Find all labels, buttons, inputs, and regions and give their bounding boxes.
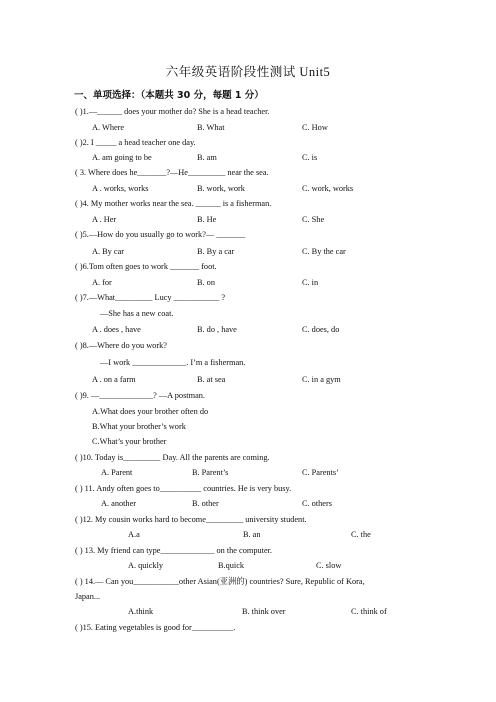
q8-option-a: A . on a farm	[92, 375, 136, 384]
q5-option-a: A. By car	[92, 247, 125, 256]
question-15-stem: ( )15. Eating vegetables is good for__________.	[75, 623, 236, 632]
q2-option-c: C. is	[302, 153, 318, 162]
q5-option-b: B. By a car	[197, 247, 235, 256]
q1-option-a: A. Where	[92, 123, 125, 132]
q4-option-a: A . Her	[92, 215, 117, 224]
q14-option-c: C. think of	[351, 607, 387, 616]
q3-option-a: A . works, works	[92, 184, 149, 193]
question-4-stem: ( )4. My mother works near the sea. ______ is a fisherman.	[75, 199, 272, 208]
q13-option-a: A. quickly	[128, 561, 164, 570]
q11-option-b: B. other	[192, 499, 219, 508]
question-7-answer-line: —She has a new coat.	[100, 309, 174, 318]
question-1-stem: ( )1.—______ does your mother do? She is a head teacher.	[75, 107, 270, 116]
q13-option-b: B.quick	[218, 561, 245, 570]
q6-option-c: C. in	[302, 278, 319, 287]
q4-option-c: C. She	[302, 215, 325, 224]
q9-option-c: C.What’s your brother	[92, 437, 167, 446]
question-9-stem: ( )9. —_____________? —A postman.	[75, 391, 205, 400]
q6-option-b: B. on	[197, 278, 215, 287]
q8-option-b: B. at sea	[197, 375, 226, 384]
q12-option-b: B. an	[243, 530, 261, 539]
question-13-stem: ( ) 13. My friend can type_____________ on the computer.	[75, 546, 273, 555]
q6-option-a: A. for	[92, 278, 112, 287]
q10-option-a: A. Parent	[101, 468, 133, 477]
q4-option-b: B. He	[197, 215, 217, 224]
q11-option-c: C. others	[302, 499, 332, 508]
q9-option-a: A.What does your brother often do	[92, 407, 209, 416]
q1-option-c: C. How	[302, 123, 328, 132]
q3-option-b: B. work, work	[197, 184, 245, 193]
page-title: 六年级英语阶段性测试 Unit5	[165, 65, 331, 79]
q10-option-c: C. Parents’	[302, 468, 339, 477]
q2-option-b: B. am	[197, 153, 217, 162]
question-8-stem: ( )8.—Where do you work?	[75, 341, 167, 350]
q12-option-a: A.a	[128, 530, 140, 539]
question-5-stem: ( )5.—How do you usually go to work?— _______	[75, 230, 246, 239]
q7-option-b: B. do , have	[197, 325, 237, 334]
question-6-stem: ( )6.Tom often goes to work _______ foot.	[75, 262, 217, 271]
q14-option-a: A.think	[128, 607, 154, 616]
question-8-answer-line: —I work _____________. I’m a fisherman.	[100, 358, 246, 367]
question-7-stem: ( )7.—What_________ Lucy ___________ ?	[75, 293, 226, 302]
question-10-stem: ( )10. Today is_________ Day. All the parents are coming.	[75, 453, 270, 462]
q7-option-a: A . does , have	[92, 325, 141, 334]
section-heading: 一、单项选择：（本题共 30 分，每题 1 分）	[74, 90, 264, 101]
q10-option-b: B. Parent’s	[192, 468, 229, 477]
question-14-continuation: Japan...	[75, 592, 101, 601]
q8-option-c: C. in a gym	[302, 375, 341, 384]
question-3-stem: ( 3. Where does he_______?—He_________ near the sea.	[75, 168, 269, 177]
q3-option-c: C. work, works	[302, 184, 354, 193]
q13-option-c: C. slow	[316, 561, 342, 570]
question-11-stem: ( ) 11. Andy often goes to__________ countries. He is very busy.	[75, 484, 292, 493]
question-14-stem: ( ) 14.— Can you___________other Asian(亚洲的) countries? Sure, Republic of Kora,	[75, 577, 365, 586]
q2-option-a: A. am going to be	[92, 153, 152, 162]
q9-option-b: B.What your brother’s work	[92, 422, 186, 431]
question-2-stem: ( )2. I _____ a head teacher one day.	[75, 138, 196, 147]
q1-option-b: B. What	[197, 123, 225, 132]
q11-option-a: A. another	[101, 499, 137, 508]
q12-option-c: C. the	[351, 530, 371, 539]
q5-option-c: C. By the car	[302, 247, 346, 256]
question-12-stem: ( )12. My cousin works hard to become_________ university student.	[75, 515, 307, 524]
q7-option-c: C. does, do	[302, 325, 340, 334]
q14-option-b: B. think over	[242, 607, 286, 616]
